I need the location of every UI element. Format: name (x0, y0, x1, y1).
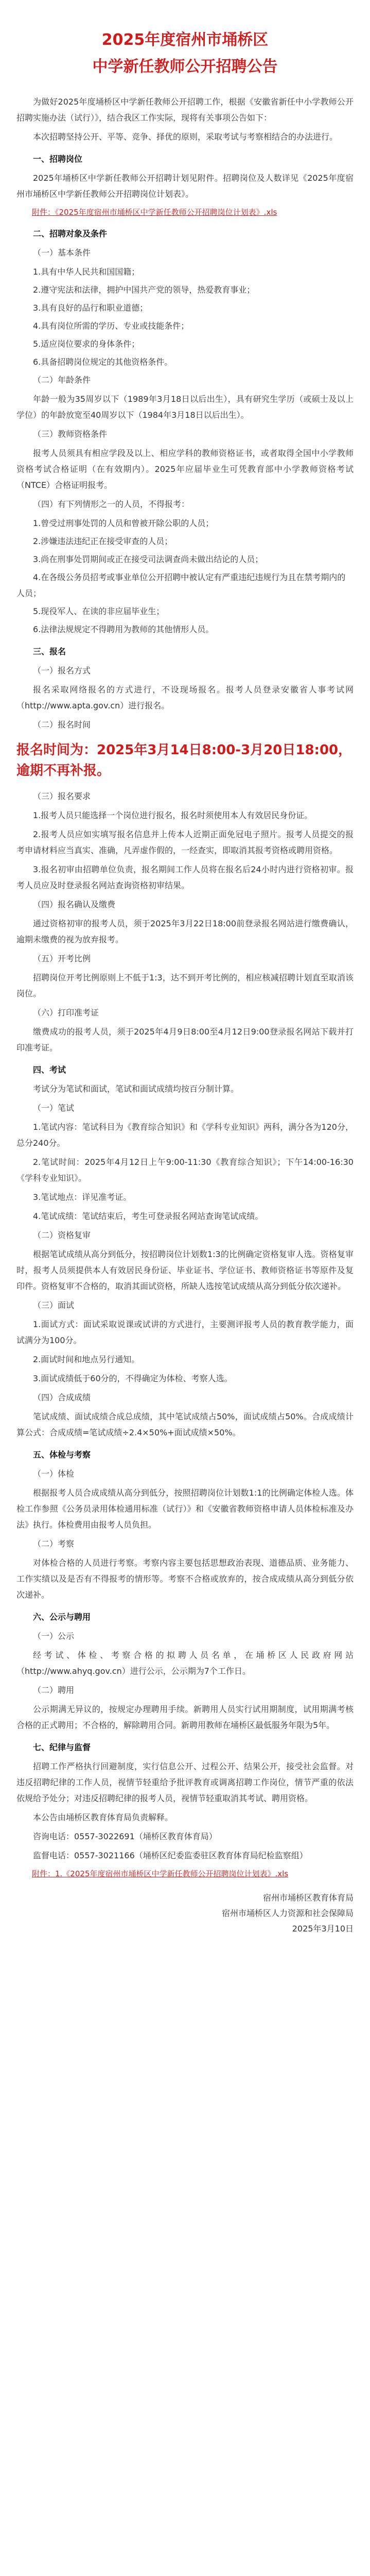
section-paragraph: 年龄一般为35周岁以下（1989年3月18日以后出生），具有研究生学历（或硕士及以上学位）的年龄放宽至40周岁以下（1984年3月18日以后出生）。 (16, 394, 354, 420)
contact-phone: 咨询电话：0557-3022691（埇桥区教育体育局） (33, 1832, 217, 1841)
intro-section (16, 94, 354, 145)
attachment-link-row (16, 205, 354, 219)
section-heading: 一、招聘岗位 (33, 154, 83, 164)
registration-time-notice: 报名时间为：2025年3月14日8:00-3月20日18:00，逾期不再补报。 (16, 742, 352, 778)
section-paragraph: 经考试、体检、考察合格的拟聘人员名单，在埇桥区人民政府网站（http://www.ahyq.gov.cn）进行公示，公示期为7个工作日。 (16, 1650, 354, 1676)
section-paragraph: 3.笔试地点：详见准考证。 (33, 1192, 132, 1202)
exclusion-item: 2.涉嫌违法违纪正在接受审查的人员； (33, 536, 173, 546)
signature-org: 宿州市埇桥区教育体育局 (262, 1893, 354, 1903)
exclusion-item: 3.尚在刑事处罚期间或正在接受司法调查尚未做出结论的人员； (33, 554, 263, 564)
section-paragraph: 根据报考人员合成成绩从高分到低分，按照招聘岗位计划数1:1的比例确定体检人选。体检工作参照《公务员录用体检通用标准（试行）》和《安徽省教师资格申请人员体检标准及办法》执行。体检费用由报考人员负担。 (16, 1488, 354, 1530)
section-paragraph: （一）基本条件 (33, 248, 91, 258)
section-heading: 四、考试 (33, 1065, 66, 1075)
condition-item: 1.具有中华人民共和国国籍； (33, 267, 140, 277)
page-title: 2025年度宿州市埇桥区 (101, 31, 269, 49)
section-heading: 七、纪律与监督 (33, 1742, 91, 1752)
section-paragraph: 2.报考人员应如实填写报名信息并上传本人近期正面免冠电子照片。报考人员提交的报考申请材料应当真实、准确，凡弄虚作假的，一经查实，即取消其报考资格或聘用资格。 (16, 829, 354, 855)
intro-paragraph: 本次招聘坚持公开、平等、竞争、择优的原则，采取考试与考察相结合的办法进行。 (33, 132, 338, 142)
section-paragraph: 2.面试时间和地点另行通知。 (33, 1354, 140, 1364)
section-paragraph: 公示期满无异议的，按规定办理聘用手续。新聘用人员实行试用期制度，试用期满考核合格的正式聘用；不合格的，解除聘用合同。新聘用教师在埇桥区最低服务年限为5年。 (16, 1704, 354, 1730)
section-paragraph: （一）笔试 (33, 1103, 75, 1113)
section-paragraph: （三）教师资格条件 (33, 429, 108, 439)
section-hiring (16, 1609, 354, 1733)
section-paragraph: 招聘岗位开考比例原则上不低于1:3，达不到开考比例的，相应核减招聘计划直至取消该岗位。 (16, 973, 354, 998)
intro-paragraph: 为做好2025年度埇桥区中学新任教师公开招聘工作，根据《安徽省新任中小学教师公开招聘实施办法（试行）》，结合我区工作实际，现将有关事项公告如下： (16, 97, 354, 123)
section-paragraph: 根据笔试成绩从高分到低分，按招聘岗位计划数1:3的比例确定资格复审人选。资格复审时，报考人员须提供本人有效居民身份证、毕业证书、学位证书、教师资格证书等原件及复印件。资格复审不合格的，取消其面试资格，所缺人选按笔试成绩从高分到低分依次递补。 (16, 1249, 354, 1291)
section-paragraph: （一）报名方式 (33, 666, 91, 675)
section-paragraph: 对体检合格的人员进行考察。考察内容主要包括思想政治表现、道德品质、业务能力、工作实绩以及是否有不得报考的情形等。考察不合格或放弃的，按合成成绩从高分到低分依次递补。 (16, 1558, 354, 1600)
section-paragraph: （四）合成成绩 (33, 1393, 91, 1402)
section-paragraph: （二）报名时间 (33, 720, 91, 730)
section-paragraph: 考试分为笔试和面试，笔试和面试成绩均按百分制计算。 (33, 1084, 239, 1094)
section-paragraph: 1.笔试内容：笔试科目为《教育综合知识》和《学科专业知识》两科，满分各为120分，总分240分。 (16, 1122, 354, 1148)
signature-date: 2025年3月10日 (292, 1924, 354, 1934)
section-paragraph: （三）面试 (33, 1300, 75, 1310)
section-paragraph: 2025年埇桥区中学新任教师公开招聘计划见附件。招聘岗位及人数详见《2025年度宿州市埇桥区中学新任教师公开招聘岗位计划表》。 (16, 173, 354, 199)
section-paragraph: （三）报名要求 (33, 791, 91, 801)
section-paragraph: 招聘工作严格执行回避制度，实行信息公开、过程公开、结果公开，接受社会监督。对违反招聘纪律的工作人员，视情节轻重给予批评教育或调离招聘工作岗位，情节严重的依法依规给予处分；对违反招聘纪律的报考人员，视情节轻重取消其考试、聘用资格。 (16, 1761, 354, 1803)
condition-item: 2.遵守宪法和法律，拥护中国共产党的领导，热爱教育事业； (33, 285, 255, 295)
attachment-link[interactable]: 附件：1.《2025年度宿州市埇桥区中学新任教师公开招聘岗位计划表》.xls (32, 1869, 289, 1878)
exclusion-item: 1.曾受过刑事处罚的人员和曾被开除公职的人员； (33, 518, 214, 528)
section-heading: 五、体检与考察 (33, 1450, 91, 1460)
attachment-link[interactable]: 附件：《2025年度宿州市埇桥区中学新任教师公开招聘岗位计划表》.xls (32, 208, 277, 217)
section-discipline (16, 1739, 354, 1881)
section-paragraph: （二）资格复审 (33, 1230, 91, 1240)
section-heading: 三、报名 (33, 647, 66, 656)
section-paragraph: （四）有下列情形之一的人员，不得报考： (33, 499, 190, 509)
page-subtitle: 中学新任教师公开招聘公告 (92, 58, 278, 76)
exclusion-item: 6.法律法规规定不得聘用为教师的其他情形人员。 (33, 624, 214, 634)
section-paragraph: 通过资格初审的报考人员，须于2025年3月22日18:00前登录报名网站进行缴费确认，逾期未缴费的视为放弃报考。 (16, 919, 354, 944)
section-positions (16, 151, 354, 219)
signature-block (16, 1890, 354, 1937)
section-paragraph: （四）报名确认及缴费 (33, 900, 116, 909)
section-medical-check (16, 1447, 354, 1603)
section-paragraph: 本公告由埇桥区教育体育局负责解释。 (33, 1812, 173, 1822)
section-paragraph: 报考人员须具有相应学段及以上、相应学科的教师资格证书，或者取得全国中小学教师资格考试合格证明（在有效期内）。2025年应届毕业生可凭教育部中小学教师资格考试（NTCE）合格证明报考。 (16, 448, 354, 490)
section-paragraph: （一）公示 (33, 1631, 75, 1641)
section-paragraph: 报名采取网络报名的方式进行，不设现场报名。报考人员登录安徽省人事考试网（http://www.apta.gov.cn）进行报名。 (16, 685, 354, 710)
section-registration (16, 643, 354, 1056)
section-exam (16, 1062, 354, 1440)
section-paragraph: （五）开考比例 (33, 954, 91, 963)
condition-item: 6.具备招聘岗位规定的其他资格条件。 (33, 357, 173, 367)
section-paragraph: 1.面试方式：面试采取说课或试讲的方式进行，主要测评报考人员的教育教学能力，面试满分为100分。 (16, 1319, 354, 1345)
attachment-link-row (16, 1867, 354, 1881)
condition-item: 4.具有岗位所需的学历、专业或技能条件； (33, 321, 189, 331)
section-paragraph: 笔试成绩、面试成绩合成总成绩，其中笔试成绩占50%，面试成绩占50%。合成成绩计算公式：合成成绩=笔试成绩÷2.4×50%+面试成绩×50%。 (16, 1412, 354, 1437)
section-paragraph: 3.面试成绩低于60分的，不得确定为体检、考察人选。 (33, 1374, 233, 1383)
section-conditions (16, 226, 354, 637)
condition-item: 5.适应岗位要求的身体条件； (33, 339, 140, 349)
section-paragraph: （一）体检 (33, 1469, 75, 1479)
section-paragraph: 3.报名初审由招聘单位负责，报名期间工作人员将在报名后24小时内进行资格初审。报考人员应及时登录报名网站查询资格初审结果。 (16, 865, 354, 890)
exclusion-item: 5.现役军人、在读的非应届毕业生； (33, 606, 165, 616)
section-paragraph: （六）打印准考证 (33, 1008, 99, 1018)
section-paragraph: （二）考察 (33, 1539, 75, 1549)
section-paragraph: （二）年龄条件 (33, 375, 91, 385)
section-heading: 六、公示与聘用 (33, 1612, 91, 1622)
exclusion-item: 4.在各级公务员招考或事业单位公开招聘中被认定有严重违纪违规行为且在禁考期内的人员； (16, 572, 346, 598)
signature-org: 宿州市埇桥区人力资源和社会保障局 (221, 1908, 354, 1918)
section-paragraph: 1.报考人员只能选择一个岗位进行报名，报名时须使用本人有效居民身份证。 (33, 810, 313, 820)
section-paragraph: 2.笔试时间：2025年4月12日上午9:00-11:30《教育综合知识》；下午14:00-16:30《学科专业知识》。 (16, 1157, 354, 1183)
supervision-phone: 监督电话：0557-3021166（埇桥区纪委监委驻区教育体育局纪检监察组） (33, 1851, 308, 1860)
section-paragraph: 缴费成功的报考人员，须于2025年4月9日8:00至4月12日9:00登录报名网站下载并打印准考证。 (16, 1027, 354, 1053)
condition-item: 3.具有良好的品行和职业道德； (33, 303, 148, 313)
section-paragraph: （二）聘用 (33, 1685, 75, 1695)
section-paragraph: 4.笔试成绩：笔试结束后，考生可登录报名网站查询笔试成绩。 (33, 1211, 263, 1221)
section-heading: 二、招聘对象及条件 (33, 229, 108, 239)
